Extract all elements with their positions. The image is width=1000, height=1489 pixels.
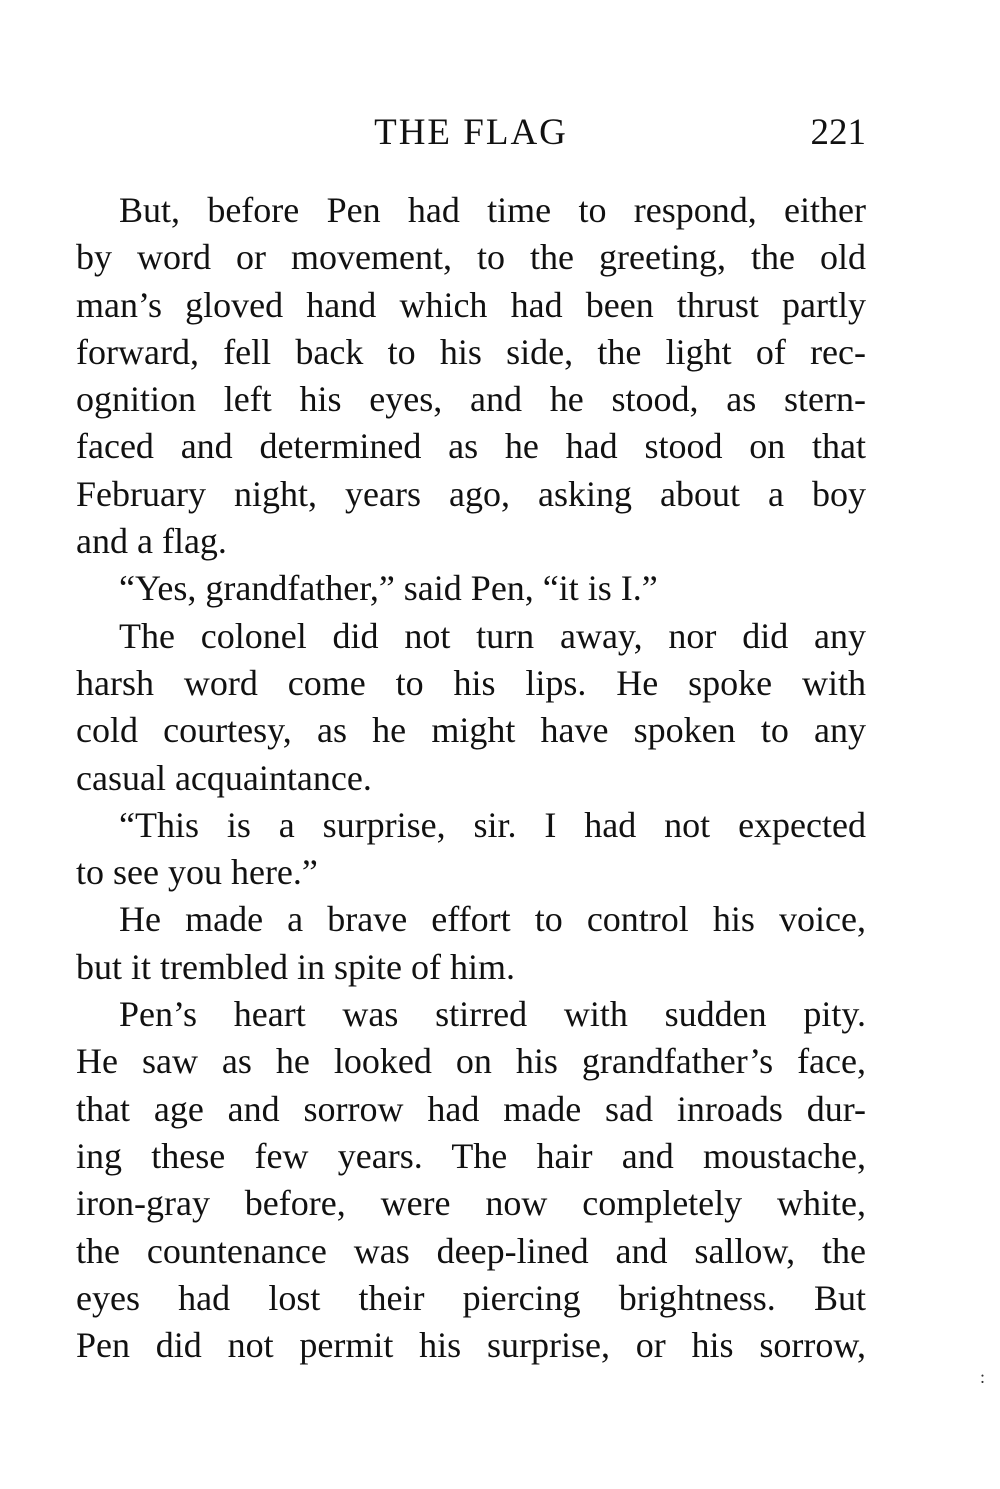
text-line: and a flag. [76, 521, 227, 562]
text-line: man’s gloved hand which had been thrust partly [76, 284, 866, 325]
text-line: casual acquaintance. [76, 757, 372, 798]
text-line: The colonel did not turn away, nor did any [119, 615, 866, 656]
text-line: the countenance was deep-lined and sallow, the [76, 1230, 866, 1271]
text-line: faced and determined as he had stood on that [76, 426, 866, 467]
text-line: cold courtesy, as he might have spoken to any [76, 710, 866, 751]
running-title: THE FLAG [374, 112, 568, 153]
text-line: harsh word come to his lips. He spoke with [76, 662, 866, 703]
text-line: Pen’s heart was stirred with sudden pity. [119, 994, 866, 1035]
text-line: “Yes, grandfather,” said Pen, “it is I.” [119, 568, 658, 609]
text-line: by word or movement, to the greeting, the old [76, 237, 866, 278]
text-line: forward, fell back to his side, the light of rec- [76, 331, 866, 372]
text-line: to see you here.” [76, 852, 318, 893]
text-line: that age and sorrow had made sad inroads dur- [76, 1088, 866, 1129]
text-line: but it trembled in spite of him. [76, 946, 515, 987]
text-line: Pen did not permit his surprise, or his sorrow, [76, 1325, 866, 1366]
text-line: ognition left his eyes, and he stood, as stern- [76, 379, 866, 420]
body-text [76, 187, 866, 1369]
text-line: “This is a surprise, sir. I had not expected [119, 804, 866, 845]
text-line: But, before Pen had time to respond, either [119, 190, 866, 230]
text-line: iron-gray before, were now completely white, [76, 1183, 866, 1224]
text-line: ing these few years. The hair and moustache, [76, 1135, 866, 1176]
text-line: He saw as he looked on his grandfather’s face, [76, 1041, 866, 1082]
page-number: 221 [810, 112, 866, 153]
running-head [76, 108, 866, 158]
text-line: He made a brave effort to control his voice, [119, 899, 866, 940]
margin-mark: : [980, 1367, 986, 1387]
text-line: February night, years ago, asking about a boy [76, 473, 866, 514]
text-line: eyes had lost their piercing brightness. But [76, 1277, 866, 1318]
